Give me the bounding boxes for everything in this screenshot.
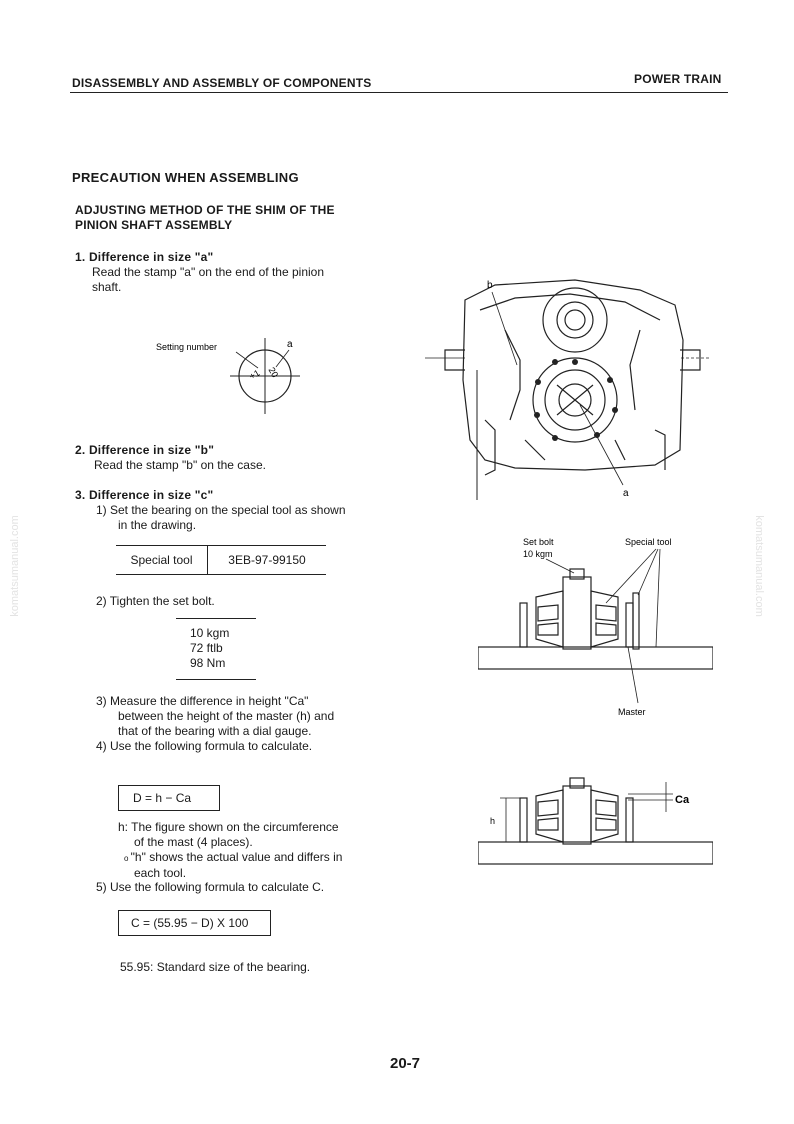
torque-ftlb: 72 ftlb [190,641,223,655]
item3-step1-line-2: in the drawing. [118,518,197,532]
torque-box [176,618,256,680]
h-note-line-4: each tool. [134,866,187,880]
item2-text: Read the stamp "b" on the case. [94,458,266,472]
case-a-label: a [623,488,629,499]
item3-step3-line-2: between the height of the master (h) and [118,709,335,723]
item3-step1 [96,503,346,533]
header-chapter-title: POWER TRAIN [634,72,722,86]
formula-d-box: D = h − Ca [118,785,220,811]
item3-step2: 2) Tighten the set bolt. [96,594,215,608]
setting-number-label: Setting number [156,342,218,352]
item3-step3-line-1: 3) Measure the difference in height "Ca" [96,694,309,708]
torque-kgm: 10 kgm [190,626,230,640]
special-tool-figure [478,535,713,720]
page-number: 20-7 [390,1055,421,1072]
subtitle-line-2: PINION SHAFT ASSEMBLY [75,218,233,232]
item3-step4: 4) Use the following formula to calculate. [96,739,313,753]
special-tool-name: Special tool [116,546,208,574]
watermark-left: komatsumanual.com [8,515,21,617]
tool-special-tool-label: Special tool [625,537,672,547]
subtitle-line-1: ADJUSTING METHOD OF THE SHIM OF THE [75,203,335,217]
watermark-right: komatsumanual.com [752,515,765,617]
case-b-label: b [487,280,493,291]
h-note [118,820,388,881]
special-tool-table [116,545,326,575]
subtitle [75,203,335,233]
h-note-line-3: o "h" shows the actual value and differs in [124,850,343,864]
h-note-line-1: h: The figure shown on the circumference [118,820,339,834]
gauge-h-label: h [490,816,496,826]
item3-step3 [96,694,386,754]
torque-nm: 98 Nm [190,656,226,670]
item1-text [92,265,382,295]
special-tool-part: 3EB-97-99150 [228,553,306,567]
standard-size-note: 55.95: Standard size of the bearing. [120,960,311,974]
section-title: PRECAUTION WHEN ASSEMBLING [72,170,299,185]
gauge-figure [478,772,713,867]
item1-heading: 1. Difference in size "a" [75,250,214,264]
item1-line-1: Read the stamp "a" on the end of the pinion [92,265,325,279]
item3-step5: 5) Use the following formula to calculate C. [96,880,325,894]
h-note-line-2: of the mast (4 places). [134,835,253,849]
formula-c-box: C = (55.95 − D) X 100 [118,910,271,936]
tool-master-label: Master [618,707,646,717]
item3-step3-line-3: that of the bearing with a dial gauge. [118,724,312,738]
header-rule [70,92,728,93]
item1-line-2: shaft. [92,280,122,294]
gauge-ca-label: Ca [675,794,690,806]
tool-set-bolt-label: Set bolt [523,537,554,547]
header-section-title: DISASSEMBLY AND ASSEMBLY OF COMPONENTS [72,76,372,90]
tool-torque-label: 10 kgm [523,549,553,559]
setting-number-figure [150,330,310,420]
item2-heading: 2. Difference in size "b" [75,443,215,457]
item3-heading: 3. Difference in size "c" [75,488,214,502]
item3-step1-line-1: 1) Set the bearing on the special tool as shown [96,503,346,517]
case-pinion-figure [425,270,710,510]
setting-a-label: a [287,339,293,350]
svg-text:+1: +1 [247,367,262,382]
svg-text:20: 20 [266,365,281,380]
